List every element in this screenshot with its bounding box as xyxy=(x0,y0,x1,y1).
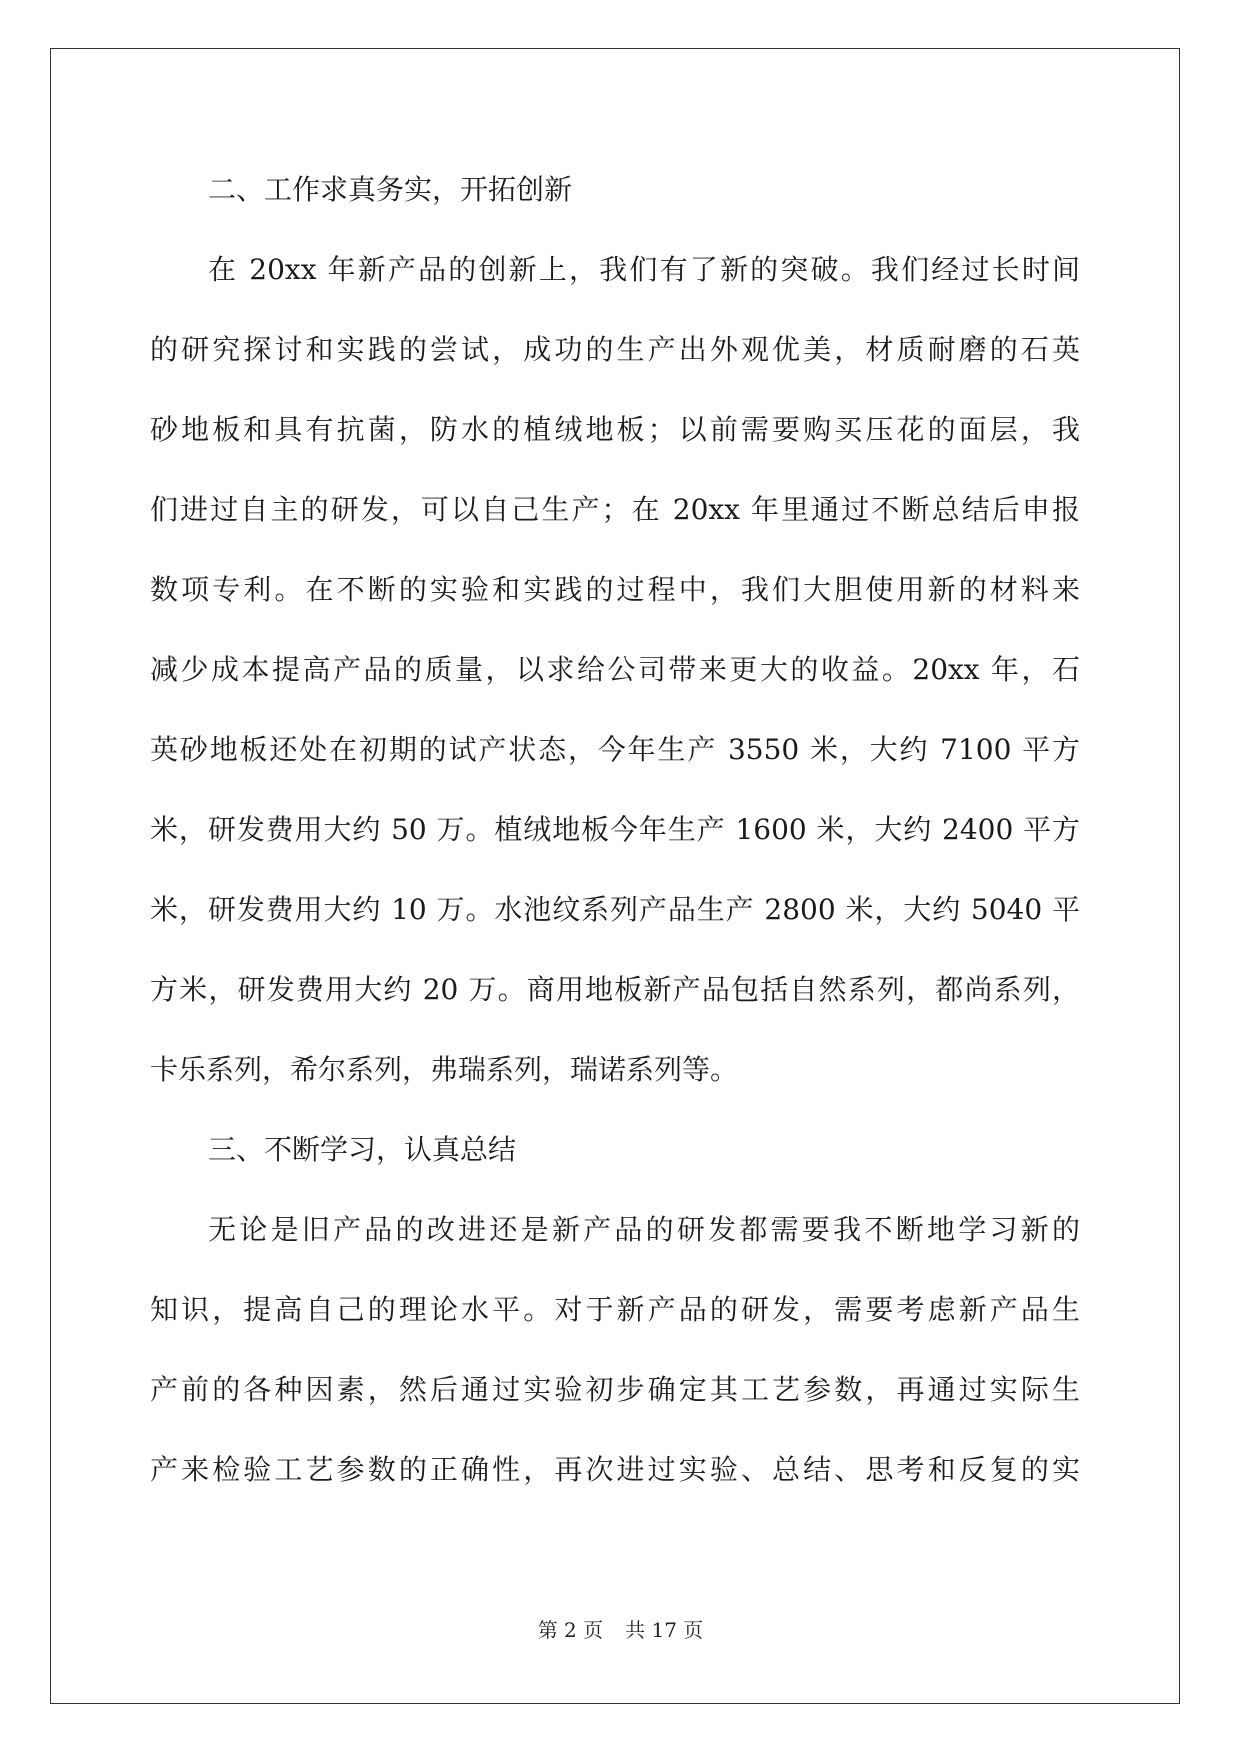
paragraph-line: 数项专利。在不断的实验和实践的过程中，我们大胆使用新的材料来 xyxy=(150,573,1080,606)
page-total: 共 17 页 xyxy=(625,1618,704,1642)
paragraph-line: 无论是旧产品的改进还是新产品的研发都需要我不断地学习新的 xyxy=(208,1213,1080,1246)
paragraph-line: 卡乐系列，希尔系列，弗瑞系列，瑞诺系列等。 xyxy=(150,1053,739,1086)
paragraph-line: 在 20xx 年新产品的创新上，我们有了新的突破。我们经过长时间 xyxy=(208,253,1080,286)
document-body xyxy=(150,150,1080,1510)
paragraph-line: 们进过自主的研发，可以自己生产；在 20xx 年里通过不断总结后申报 xyxy=(150,493,1080,526)
page-footer xyxy=(0,1614,1241,1643)
paragraph-line: 方米，研发费用大约 20 万。商用地板新产品包括自然系列，都尚系列， xyxy=(150,973,1080,1006)
paragraph-line: 产来检验工艺参数的正确性，再次进过实验、总结、思考和反复的实 xyxy=(150,1453,1080,1486)
paragraph-line: 砂地板和具有抗菌，防水的植绒地板；以前需要购买压花的面层，我 xyxy=(150,413,1080,446)
section-heading-3: 三、不断学习，认真总结 xyxy=(208,1133,517,1166)
paragraph-line: 的研究探讨和实践的尝试，成功的生产出外观优美，材质耐磨的石英 xyxy=(150,333,1080,366)
paragraph-line: 米，研发费用大约 50 万。植绒地板今年生产 1600 米，大约 2400 平方 xyxy=(150,813,1080,846)
page-number: 第 2 页 xyxy=(537,1618,604,1642)
paragraph-line: 米，研发费用大约 10 万。水池纹系列产品生产 2800 米，大约 5040 平 xyxy=(150,893,1080,926)
paragraph-line: 减少成本提高产品的质量，以求给公司带来更大的收益。20xx 年，石 xyxy=(150,653,1080,686)
paragraph-line: 知识，提高自己的理论水平。对于新产品的研发，需要考虑新产品生 xyxy=(150,1293,1080,1326)
paragraph-line: 英砂地板还处在初期的试产状态，今年生产 3550 米，大约 7100 平方 xyxy=(150,733,1080,766)
section-heading-2: 二、工作求真务实，开拓创新 xyxy=(208,173,573,206)
paragraph-line: 产前的各种因素，然后通过实验初步确定其工艺参数，再通过实际生 xyxy=(150,1373,1080,1406)
